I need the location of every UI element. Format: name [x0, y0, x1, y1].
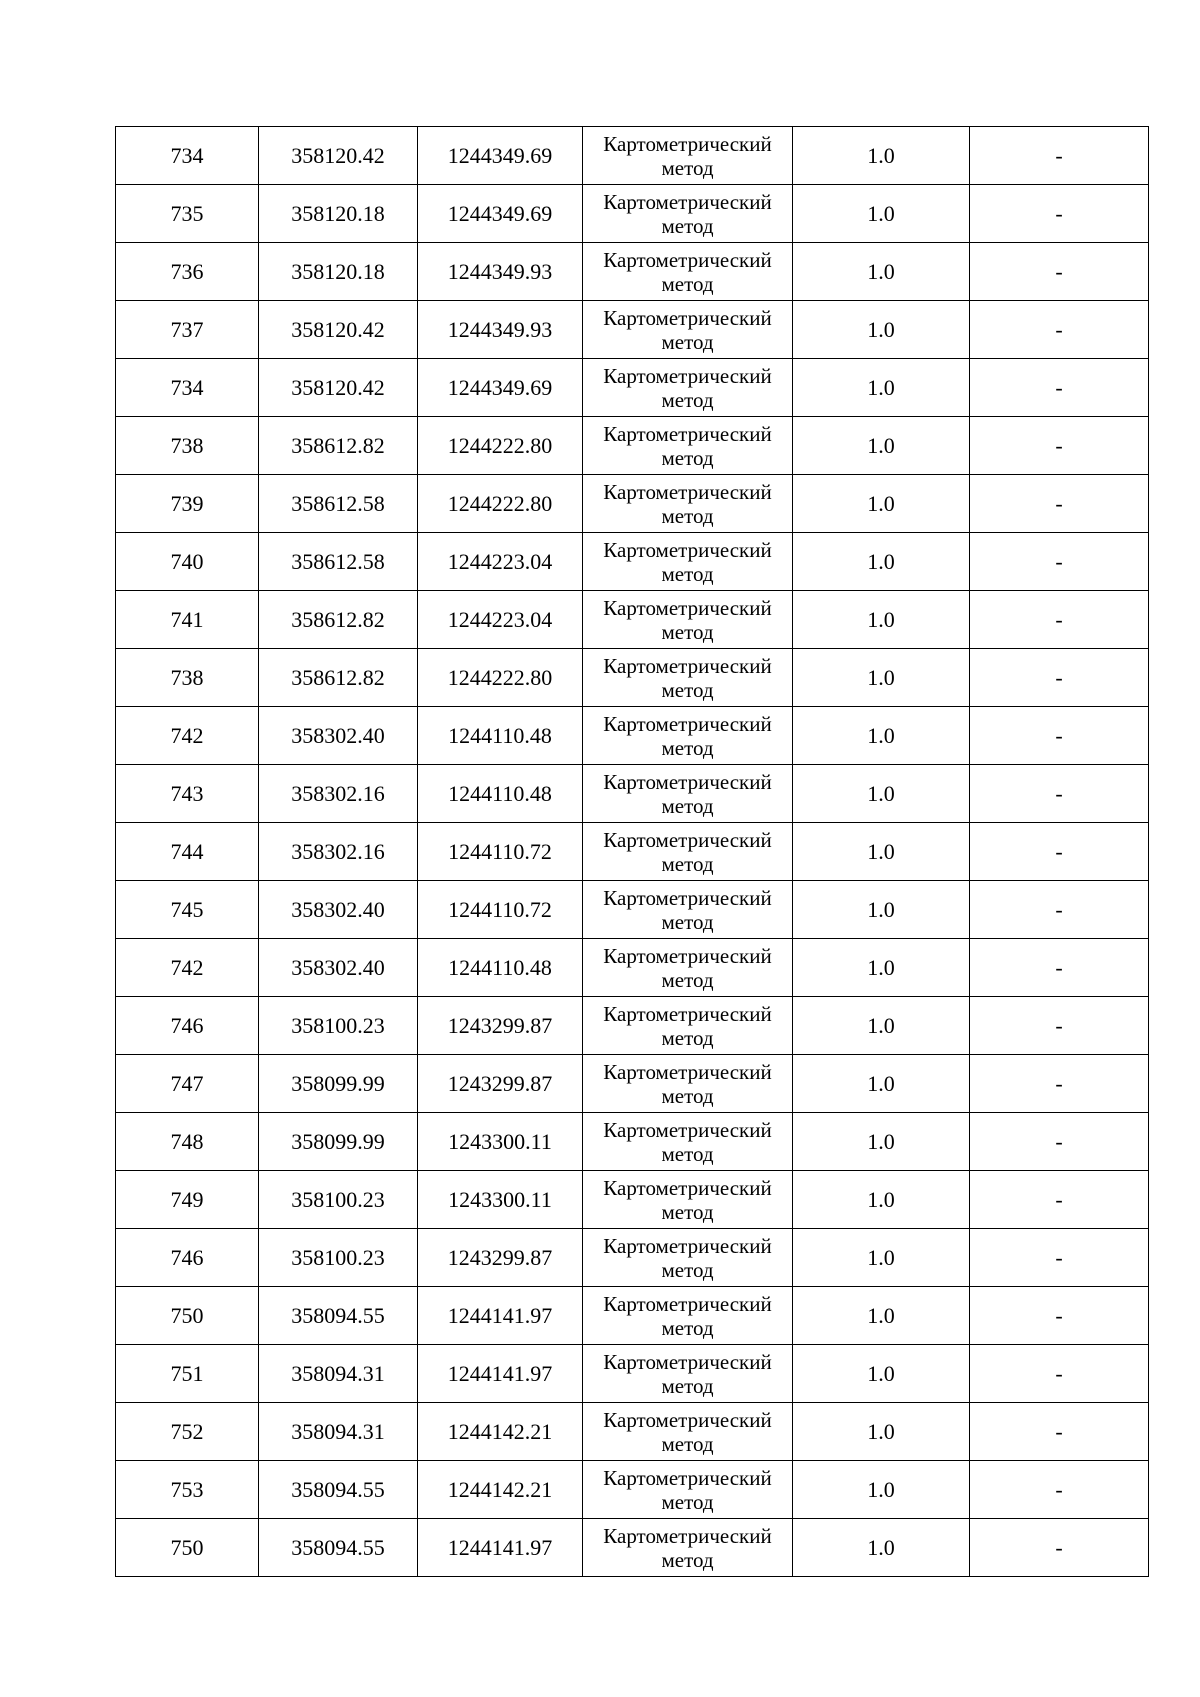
accuracy-cell: 1.0	[793, 823, 970, 881]
point-number-cell: 737	[116, 301, 259, 359]
point-number-cell: 746	[116, 1229, 259, 1287]
accuracy-cell: 1.0	[793, 243, 970, 301]
method-cell: Картометрический метод	[583, 939, 793, 997]
method-cell: Картометрический метод	[583, 707, 793, 765]
y-coordinate-cell: 1244222.80	[418, 649, 583, 707]
y-coordinate-cell: 1244142.21	[418, 1403, 583, 1461]
note-cell: -	[970, 533, 1149, 591]
x-coordinate-cell: 358120.42	[259, 359, 418, 417]
note-cell: -	[970, 243, 1149, 301]
x-coordinate-cell: 358612.58	[259, 533, 418, 591]
note-cell: -	[970, 997, 1149, 1055]
table-row	[116, 1055, 1149, 1113]
x-coordinate-cell: 358302.16	[259, 765, 418, 823]
point-number-cell: 738	[116, 649, 259, 707]
method-cell: Картометрический метод	[583, 765, 793, 823]
table-row	[116, 881, 1149, 939]
point-number-cell: 741	[116, 591, 259, 649]
y-coordinate-cell: 1244142.21	[418, 1461, 583, 1519]
accuracy-cell: 1.0	[793, 1519, 970, 1577]
point-number-cell: 738	[116, 417, 259, 475]
y-coordinate-cell: 1243300.11	[418, 1171, 583, 1229]
method-cell: Картометрический метод	[583, 997, 793, 1055]
method-cell: Картометрический метод	[583, 185, 793, 243]
x-coordinate-cell: 358100.23	[259, 997, 418, 1055]
y-coordinate-cell: 1244349.69	[418, 127, 583, 185]
note-cell: -	[970, 707, 1149, 765]
accuracy-cell: 1.0	[793, 1055, 970, 1113]
table-row	[116, 1345, 1149, 1403]
point-number-cell: 743	[116, 765, 259, 823]
note-cell: -	[970, 881, 1149, 939]
method-cell: Картометрический метод	[583, 533, 793, 591]
method-cell: Картометрический метод	[583, 1403, 793, 1461]
table-row	[116, 997, 1149, 1055]
table-row	[116, 823, 1149, 881]
y-coordinate-cell: 1243299.87	[418, 997, 583, 1055]
y-coordinate-cell: 1244110.48	[418, 939, 583, 997]
note-cell: -	[970, 591, 1149, 649]
x-coordinate-cell: 358099.99	[259, 1055, 418, 1113]
table-row	[116, 127, 1149, 185]
table-row	[116, 1461, 1149, 1519]
x-coordinate-cell: 358120.42	[259, 301, 418, 359]
point-number-cell: 750	[116, 1519, 259, 1577]
y-coordinate-cell: 1244223.04	[418, 591, 583, 649]
method-cell: Картометрический метод	[583, 1345, 793, 1403]
y-coordinate-cell: 1244141.97	[418, 1345, 583, 1403]
accuracy-cell: 1.0	[793, 1287, 970, 1345]
method-cell: Картометрический метод	[583, 649, 793, 707]
table-row	[116, 533, 1149, 591]
accuracy-cell: 1.0	[793, 127, 970, 185]
x-coordinate-cell: 358120.18	[259, 243, 418, 301]
x-coordinate-cell: 358094.55	[259, 1461, 418, 1519]
y-coordinate-cell: 1244349.93	[418, 301, 583, 359]
point-number-cell: 742	[116, 939, 259, 997]
point-number-cell: 740	[116, 533, 259, 591]
method-cell: Картометрический метод	[583, 591, 793, 649]
point-number-cell: 747	[116, 1055, 259, 1113]
table-row	[116, 301, 1149, 359]
note-cell: -	[970, 939, 1149, 997]
accuracy-cell: 1.0	[793, 301, 970, 359]
table-row	[116, 591, 1149, 649]
accuracy-cell: 1.0	[793, 1403, 970, 1461]
table-row	[116, 417, 1149, 475]
table-row	[116, 939, 1149, 997]
accuracy-cell: 1.0	[793, 1113, 970, 1171]
method-cell: Картометрический метод	[583, 475, 793, 533]
accuracy-cell: 1.0	[793, 649, 970, 707]
x-coordinate-cell: 358612.58	[259, 475, 418, 533]
table-row	[116, 1113, 1149, 1171]
point-number-cell: 742	[116, 707, 259, 765]
accuracy-cell: 1.0	[793, 939, 970, 997]
accuracy-cell: 1.0	[793, 707, 970, 765]
table-row	[116, 1229, 1149, 1287]
method-cell: Картометрический метод	[583, 359, 793, 417]
method-cell: Картометрический метод	[583, 1229, 793, 1287]
point-number-cell: 734	[116, 359, 259, 417]
point-number-cell: 745	[116, 881, 259, 939]
x-coordinate-cell: 358612.82	[259, 591, 418, 649]
point-number-cell: 750	[116, 1287, 259, 1345]
point-number-cell: 736	[116, 243, 259, 301]
point-number-cell: 753	[116, 1461, 259, 1519]
note-cell: -	[970, 1113, 1149, 1171]
note-cell: -	[970, 765, 1149, 823]
table-row	[116, 475, 1149, 533]
point-number-cell: 751	[116, 1345, 259, 1403]
table-row	[116, 1287, 1149, 1345]
accuracy-cell: 1.0	[793, 185, 970, 243]
point-number-cell: 752	[116, 1403, 259, 1461]
table-row	[116, 359, 1149, 417]
note-cell: -	[970, 1345, 1149, 1403]
accuracy-cell: 1.0	[793, 1171, 970, 1229]
y-coordinate-cell: 1244349.69	[418, 359, 583, 417]
coordinates-table	[115, 126, 1149, 1577]
accuracy-cell: 1.0	[793, 417, 970, 475]
accuracy-cell: 1.0	[793, 997, 970, 1055]
note-cell: -	[970, 1287, 1149, 1345]
x-coordinate-cell: 358302.40	[259, 881, 418, 939]
note-cell: -	[970, 475, 1149, 533]
x-coordinate-cell: 358302.40	[259, 939, 418, 997]
point-number-cell: 748	[116, 1113, 259, 1171]
table-row	[116, 243, 1149, 301]
accuracy-cell: 1.0	[793, 475, 970, 533]
y-coordinate-cell: 1244349.69	[418, 185, 583, 243]
method-cell: Картометрический метод	[583, 243, 793, 301]
y-coordinate-cell: 1243300.11	[418, 1113, 583, 1171]
table-row	[116, 765, 1149, 823]
method-cell: Картометрический метод	[583, 1519, 793, 1577]
method-cell: Картометрический метод	[583, 417, 793, 475]
y-coordinate-cell: 1244222.80	[418, 417, 583, 475]
y-coordinate-cell: 1244141.97	[418, 1519, 583, 1577]
y-coordinate-cell: 1244223.04	[418, 533, 583, 591]
point-number-cell: 749	[116, 1171, 259, 1229]
note-cell: -	[970, 649, 1149, 707]
method-cell: Картометрический метод	[583, 881, 793, 939]
method-cell: Картометрический метод	[583, 127, 793, 185]
method-cell: Картометрический метод	[583, 1287, 793, 1345]
accuracy-cell: 1.0	[793, 591, 970, 649]
method-cell: Картометрический метод	[583, 1113, 793, 1171]
y-coordinate-cell: 1244222.80	[418, 475, 583, 533]
y-coordinate-cell: 1244110.72	[418, 881, 583, 939]
y-coordinate-cell: 1244110.48	[418, 765, 583, 823]
accuracy-cell: 1.0	[793, 765, 970, 823]
x-coordinate-cell: 358100.23	[259, 1171, 418, 1229]
method-cell: Картометрический метод	[583, 1461, 793, 1519]
note-cell: -	[970, 1403, 1149, 1461]
accuracy-cell: 1.0	[793, 1345, 970, 1403]
x-coordinate-cell: 358100.23	[259, 1229, 418, 1287]
accuracy-cell: 1.0	[793, 881, 970, 939]
note-cell: -	[970, 185, 1149, 243]
x-coordinate-cell: 358120.42	[259, 127, 418, 185]
note-cell: -	[970, 1055, 1149, 1113]
accuracy-cell: 1.0	[793, 533, 970, 591]
x-coordinate-cell: 358612.82	[259, 417, 418, 475]
table-row	[116, 1519, 1149, 1577]
table-row	[116, 649, 1149, 707]
point-number-cell: 735	[116, 185, 259, 243]
point-number-cell: 744	[116, 823, 259, 881]
note-cell: -	[970, 1229, 1149, 1287]
note-cell: -	[970, 823, 1149, 881]
accuracy-cell: 1.0	[793, 359, 970, 417]
accuracy-cell: 1.0	[793, 1461, 970, 1519]
method-cell: Картометрический метод	[583, 301, 793, 359]
note-cell: -	[970, 417, 1149, 475]
x-coordinate-cell: 358120.18	[259, 185, 418, 243]
note-cell: -	[970, 127, 1149, 185]
note-cell: -	[970, 1461, 1149, 1519]
point-number-cell: 746	[116, 997, 259, 1055]
y-coordinate-cell: 1243299.87	[418, 1229, 583, 1287]
x-coordinate-cell: 358094.31	[259, 1403, 418, 1461]
x-coordinate-cell: 358094.55	[259, 1519, 418, 1577]
point-number-cell: 739	[116, 475, 259, 533]
table-row	[116, 1403, 1149, 1461]
method-cell: Картометрический метод	[583, 1171, 793, 1229]
x-coordinate-cell: 358302.16	[259, 823, 418, 881]
note-cell: -	[970, 1519, 1149, 1577]
coordinates-table-body	[116, 127, 1149, 1577]
x-coordinate-cell: 358302.40	[259, 707, 418, 765]
table-row	[116, 707, 1149, 765]
point-number-cell: 734	[116, 127, 259, 185]
x-coordinate-cell: 358094.31	[259, 1345, 418, 1403]
method-cell: Картометрический метод	[583, 1055, 793, 1113]
y-coordinate-cell: 1244349.93	[418, 243, 583, 301]
x-coordinate-cell: 358099.99	[259, 1113, 418, 1171]
y-coordinate-cell: 1243299.87	[418, 1055, 583, 1113]
note-cell: -	[970, 301, 1149, 359]
y-coordinate-cell: 1244110.48	[418, 707, 583, 765]
note-cell: -	[970, 1171, 1149, 1229]
x-coordinate-cell: 358094.55	[259, 1287, 418, 1345]
method-cell: Картометрический метод	[583, 823, 793, 881]
x-coordinate-cell: 358612.82	[259, 649, 418, 707]
note-cell: -	[970, 359, 1149, 417]
y-coordinate-cell: 1244110.72	[418, 823, 583, 881]
table-row	[116, 1171, 1149, 1229]
accuracy-cell: 1.0	[793, 1229, 970, 1287]
y-coordinate-cell: 1244141.97	[418, 1287, 583, 1345]
table-row	[116, 185, 1149, 243]
